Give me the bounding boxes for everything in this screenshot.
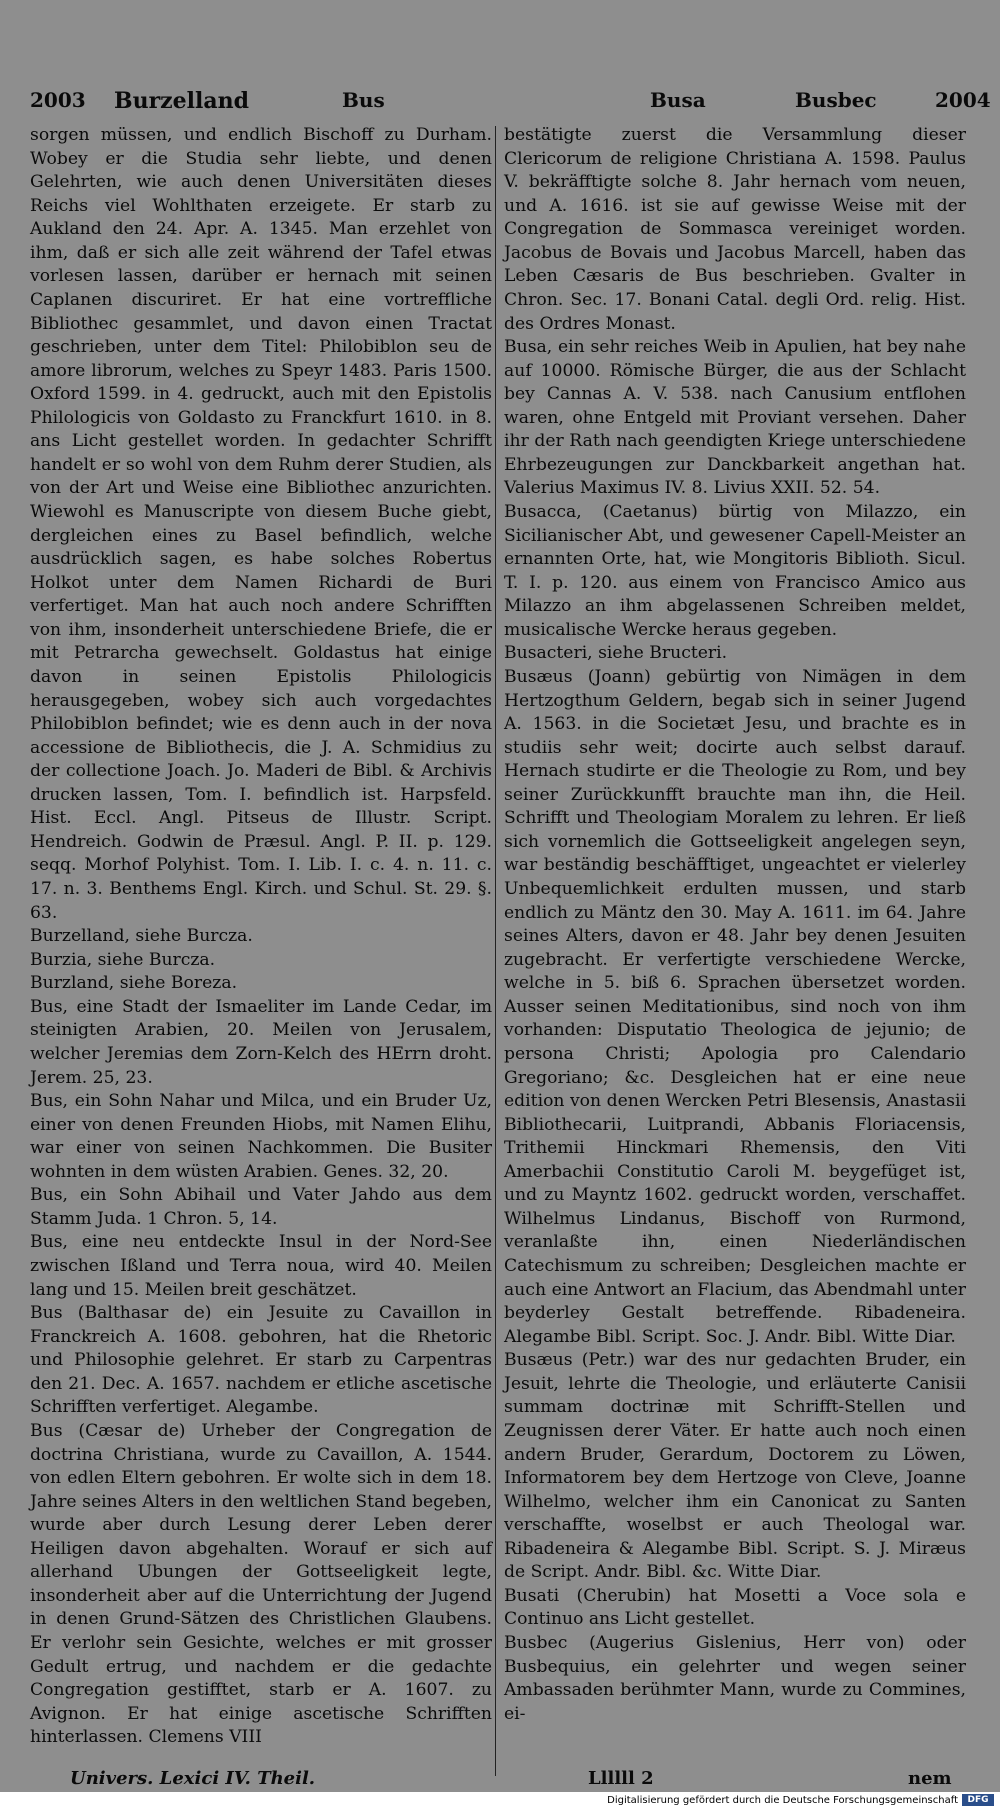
page-number-right: 2004 <box>935 88 991 112</box>
header-keyword-3: Busa <box>650 88 706 112</box>
sheet-signature: Llllll 2 <box>588 1768 654 1789</box>
entry-paragraph: Busæus (Joann) gebürtig von Nimägen in dem Hertzogthum Geldern, begab sich in seiner Jugend A. 1563. in die Societæt Jesu, und brachte es in studiis sehr weit; docirte auch selbst darauf. Hernach studirte er die Theologie zu Rom, und bey seiner Zurückkunfft brauchte man ihn, die Heil. Schrifft und Theologiam Moralem zu lehren. Er ließ sich vornemlich die Gottseeligkeit angelegen seyn, war beständig beschäfftiget, ungeachtet er vielerley Unbequemlichkeit erdulten mussen, und starb endlich zu Mäntz den 30. May A. 1611. im 64. Jahre seines Alters, davon er 48. Jahr bey denen Jesuiten zugebracht. Er verfertigte verschiedene Wercke, welche in 5. biß 6. Sprachen übersetzet worden. Ausser seinen Meditationibus, sind noch von ihm vorhanden: Disputatio Theologica de jejunio; de persona Christi; Apologia pro Calendario Gregoriano; &c. Desgleichen hat er eine neue edition von denen Wercken Petri Blesensis, Anastasii Bibliothecarii, Luitprandi, Abbanis Floriacensis, Trithemii Hinckmari Rhemensis, den Viti Amerbachii Constitutio Caroli M. beygefüget ist, und zu Mayntz 1602. gedruckt worden, verschaffet. Wilhelmus Lindanus, Bischoff von Rurmond, veranlaßte ihn, einen Niederländischen Catechismum zu schreiben; Desgleichen machte er auch eine Antwort an Flacium, das Abendmahl unter beyderley Gestalt betreffende. Ribadeneira. Alegambe Bibl. Script. Soc. J. Andr. Bibl. Witte Diar. <box>504 666 966 1347</box>
page-number-left: 2003 <box>30 88 86 112</box>
entry-paragraph: Busbec (Augerius Gislenius, Herr von) oder Busbequius, ein gelehrter und wegen seiner Ambassaden berühmter Mann, wurde zu Commines, ei- <box>504 1633 966 1724</box>
right-column <box>504 124 966 1726</box>
entry-paragraph: Busa, ein sehr reiches Weib in Apulien, hat bey nahe auf 10000. Römische Bürger, die aus der Schlacht bey Cannas A. V. 538. nach Canusium entflohen waren, ohne Entgeld mit Proviant versehen. Daher ihr der Rath nach geendigten Kriege unterschiedene Ehrbezeugungen zur Danckbarkeit angethan hat. Valerius Maximus IV. 8. Livius XXII. 52. 54. <box>504 337 966 499</box>
entry-paragraph: Busacca, (Caetanus) bürtig von Milazzo, ein Sicilianischer Abt, und gewesener Capell-Meister an ernannten Orte, hat, wie Mongitoris Biblioth. Sicul. T. I. p. 120. aus einem von Francisco Amico aus Milazzo an ihm abgelassenen Schreiben meldet, musicalische Wercke heraus gegeben. <box>504 502 966 640</box>
header-keyword-4: Busbec <box>795 88 877 112</box>
entry-paragraph: Burzland, siehe Boreza. <box>30 973 238 994</box>
entry-paragraph: Bus (Cæsar de) Urheber der Congregation de doctrina Christiana, wurde zu Cavaillon, A. 1544. von edlen Eltern gebohren. Er wolte sich in dem 18. Jahre seines Alters in den weltlichen Stand begeben, wurde aber durch Lesung derer Leben derer Heiligen davon abgehalten. Worauf er sich auf allerhand Ubungen der Gottseeligkeit legte, insonderheit aber auf die Unterrichtung der Jugend in denen Grund-Sätzen des Christlichen Glaubens. Er verlohr sein Gesichte, welches er mit grosser Gedult ertrug, und nachdem er die gedachte Congregation gestifftet, starb er A. 1607. zu Avignon. Er hat einige ascetische Schrifften hinterlassen. Clemens VIII <box>30 1420 492 1748</box>
volume-signature: Univers. Lexici IV. Theil. <box>70 1768 316 1789</box>
header-keyword-2: Bus <box>342 88 385 112</box>
entry-paragraph: sorgen müssen, und endlich Bischoff zu Durham. Wobey er die Studia sehr liebte, und denen Gelehrten, wie auch denen Universitäten dieses Reichs viel Wohlthaten erzeigete. Er starb zu Aukland den 24. Apr. A. 1345. Man erzehlet von ihm, daß er sich alle zeit während der Tafel etwas vorlesen lassen, darüber er hernach mit seinen Caplanen discuriret. Er hat eine vortreffliche Bibliothec gesammlet, und davon einen Tractat geschrieben, unter dem Titel: Philobiblon seu de amore librorum, welches zu Speyr 1483. Paris 1500. Oxford 1599. in 4. gedruckt, auch mit den Epistolis Philologicis von Goldasto zu Franckfurt 1610. in 8. ans Licht gestellet worden. In gedachter Schrifft handelt er so wohl von dem Ruhm derer Studien, als von der Art und Weise eine Bibliothec anzurichten. Wiewohl es Manuscripte von diesem Buche giebt, dergleichen eines zu Basel befindlich, welche ausdrücklich sagen, es habe solches Robertus Holkot unter dem Namen Richardi de Buri verfertiget. Man hat auch noch andere Schrifften von ihm, insonderheit unterschiedene Briefe, die er mit Petrarcha gewechselt. Goldastus hat einige davon in seinen Epistolis Philologicis herausgegeben, wobey sich auch vorgedachtes Philobiblon befindet; wie es denn auch in der nova accessione de Bibliothecis, die J. A. Schmidius zu der collectione Joach. Jo. Maderi de Bibl. & Archivis drucken lassen, Tom. I. befindlich ist. Harpsfeld. Hist. Eccl. Angl. Pitseus de Illustr. Script. Hendreich. Godwin de Præsul. Angl. P. II. p. 129. seqq. Morhof Polyhist. Tom. I. Lib. I. c. 4. n. 11. c. 17. n. 3. Benthems Engl. Kirch. und Schul. St. 29. §. 63. <box>30 125 492 923</box>
entry-paragraph: Busacteri, siehe Bructeri. <box>504 643 728 664</box>
credit-text: Digitalisierung gefördert durch die Deutsche Forschungsgemeinschaft <box>607 1795 958 1806</box>
entry-paragraph: Busati (Cherubin) hat Mosetti a Voce sola e Continuo ans Licht gestellet. <box>504 1585 966 1630</box>
entry-paragraph: Bus (Balthasar de) ein Jesuite zu Cavaillon in Franckreich A. 1608. gebohren, hat die Rhetoric und Philosophie gelehret. Er starb zu Carpentras den 21. Dec. A. 1657. nachdem er etliche ascetische Schrifften verfertiget. Alegambe. <box>30 1303 492 1418</box>
column-divider <box>495 126 496 1776</box>
dfg-logo-icon: DFG <box>962 1794 994 1806</box>
entry-paragraph: bestätigte zuerst die Versammlung dieser Clericorum de religione Christiana A. 1598. Paulus V. bekräfftigte solche 8. Jahr hernach vom neuen, und A. 1616. ist sie auf gewisse Weise mit der Congregation de Sommasca vereiniget worden. Jacobus de Bovais und Jacobus Marcell, haben das Leben Cæsaris de Bus beschrieben. Gvalter in Chron. Sec. 17. Bonani Catal. degli Ord. relig. Hist. des Ordres Monast. <box>504 125 966 334</box>
header-keyword-1: Burzelland <box>114 88 250 114</box>
entry-paragraph: Bus, eine Stadt der Ismaeliter im Lande Cedar, im steinigten Arabien, 20. Meilen von Jerusalem, welcher Jeremias dem Zorn-Kelch des HErrn droht. Jerem. 25, 23. <box>30 996 492 1088</box>
entry-paragraph: Burzelland, siehe Burcza. <box>30 926 253 947</box>
catchword: nem <box>908 1768 952 1789</box>
entry-paragraph: Bus, ein Sohn Abihail und Vater Jahdo aus dem Stamm Juda. 1 Chron. 5, 14. <box>30 1185 492 1229</box>
running-header <box>30 88 991 118</box>
entry-paragraph: Busæus (Petr.) war des nur gedachten Bruder, ein Jesuit, lehrte die Theologie, und erläuterte Canisii summam doctrinæ mit Schrifft-Stellen und Zeugnissen derer Väter. Er hatte auch noch einen andern Bruder, Gerardum, Doctorem zu Löwen, Informatorem bey dem Hertzoge von Cleve, Joanne Wilhelmo, welcher ihm ein Canonicat zu Santen verschaffte, woselbst er auch Theologal war. Ribadeneira & Alegambe Bibl. Script. S. J. Miræus de Script. Andr. Bibl. &c. Witte Diar. <box>504 1350 966 1583</box>
entry-paragraph: Bus, ein Sohn Nahar und Milca, und ein Bruder Uz, einer von denen Freunden Hiobs, mit Namen Elihu, war einer von seinen Nachkommen. Die Busiter wohnten in dem wüsten Arabien. Genes. 32, 20. <box>30 1091 492 1182</box>
entry-paragraph: Burzia, siehe Burcza. <box>30 949 216 970</box>
left-column <box>30 124 492 1750</box>
entry-paragraph: Bus, eine neu entdeckte Insul in der Nord-See zwischen Ißland und Terra noua, wird 40. Meilen lang und 15. Meilen breit geschätzet. <box>30 1232 492 1300</box>
